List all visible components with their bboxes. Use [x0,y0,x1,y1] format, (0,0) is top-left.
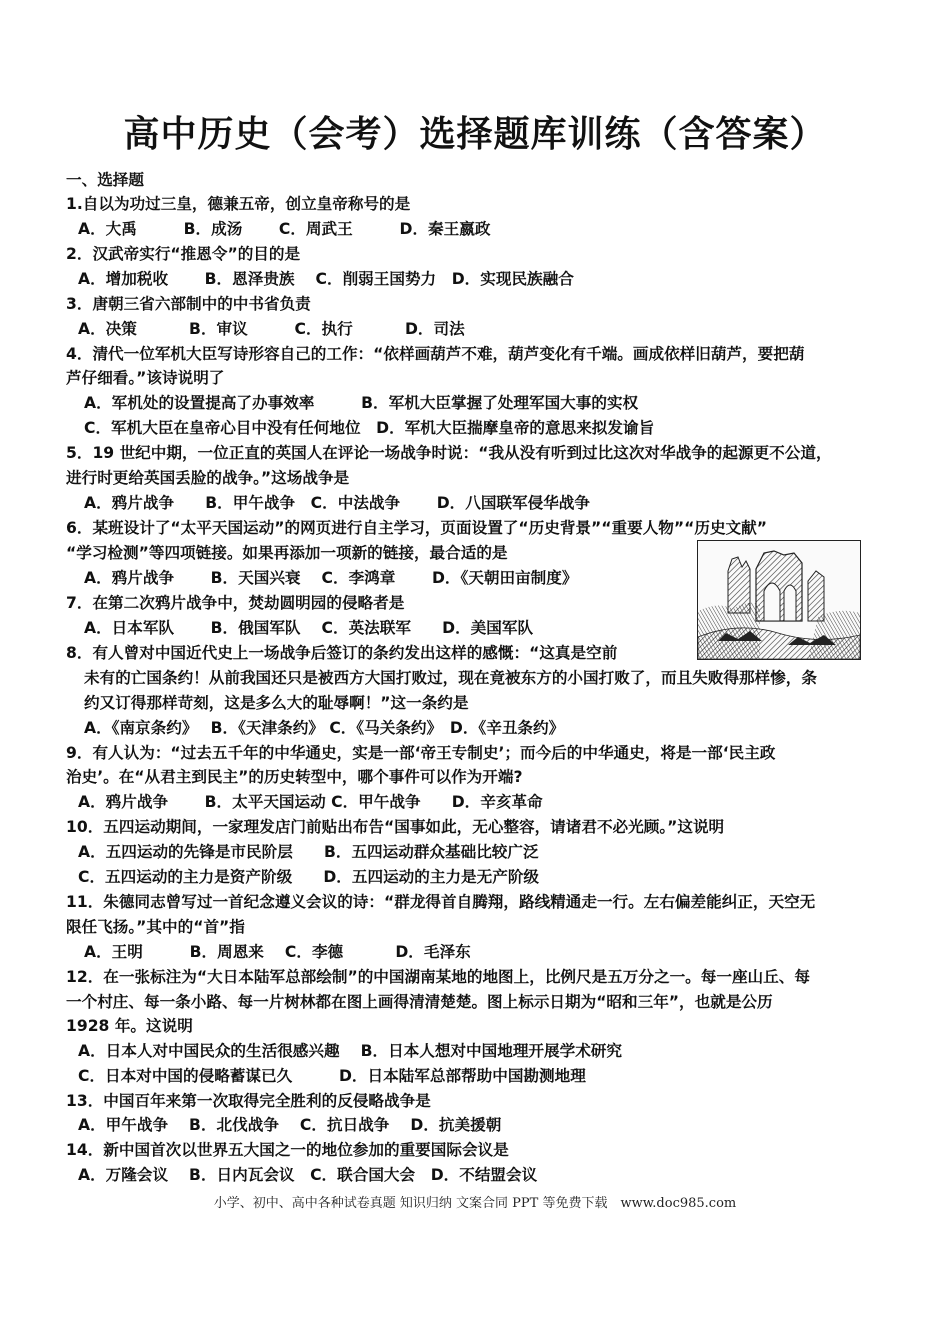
question-8-stem-line3: 约又订得那样苛刻，这是多么大的耻辱啊！”这一条约是 [84,694,469,712]
page-footer: 小学、初中、高中各种试卷真题 知识归纳 文案合同 PPT 等免费下载 www.doc985.com [213,1196,737,1211]
page-title: 高中历史（会考）选择题库训练（含答案） [123,114,827,155]
question-1-stem: 1.自以为功过三皇，德兼五帝，创立皇帝称号的是 [66,195,411,213]
question-3-options: A．决策 B．审议 C．执行 D．司法 [78,320,465,338]
question-9-stem-line2: 治史’。在“从君主到民主”的历史转型中，哪个事件可以作为开端? [66,768,523,786]
question-11-options: A．王明 B．周恩来 C．李德 D．毛泽东 [84,943,471,961]
question-10-stem: 10．五四运动期间，一家理发店门前贴出布告“国事如此，无心整容，请诸君不必光顾。”这说明 [66,818,725,836]
question-6-options: A．鸦片战争 B．天国兴衰 C．李鸿章 D．《天朝田亩制度》 [84,569,578,587]
question-2-stem: 2．汉武帝实行“推恩令”的目的是 [66,245,301,263]
question-9-options: A．鸦片战争 B．太平天国运动 C．甲午战争 D．辛亥革命 [78,793,543,811]
question-6-stem-line1: 6．某班设计了“太平天国运动”的网页进行自主学习，页面设置了“历史背景”“重要人物”“历史文献” [66,519,767,537]
question-12-stem-line1: 12．在一张标注为“大日本陆军总部绘制”的中国湖南某地的地图上，比例尺是五万分之一。每一座山丘、每 [66,968,810,986]
question-4-stem-line2: 芦仔细看。”该诗说明了 [66,369,225,387]
question-5-options: A．鸦片战争 B．甲午战争 C．中法战争 D．八国联军侵华战争 [84,494,590,512]
question-13-options: A．甲午战争 B．北伐战争 C．抗日战争 D．抗美援朝 [78,1116,502,1134]
question-4-stem-line1: 4．清代一位军机大臣写诗形容自己的工作：“依样画葫芦不难，葫芦变化有千端。画成依样旧葫芦，要把葫 [66,345,805,363]
question-14-options: A．万隆会议 B．日内瓦会议 C．联合国大会 D．不结盟会议 [78,1166,538,1184]
question-14-stem: 14．新中国首次以世界五大国之一的地位参加的重要国际会议是 [66,1141,509,1159]
question-12-options-cd: C．日本对中国的侵略蓄谋已久 D．日本陆军总部帮助中国勘测地理 [78,1067,586,1085]
question-8-options: A．《南京条约》 B．《天津条约》 C．《马关条约》 D．《辛丑条约》 [84,719,565,737]
question-2-options: A．增加税收 B．恩泽贵族 C．削弱王国势力 D．实现民族融合 [78,270,574,288]
question-7-stem: 7．在第二次鸦片战争中，焚劫圆明园的侵略者是 [66,594,405,612]
question-5-stem-line1: 5．19 世纪中期，一位正直的英国人在评论一场战争时说：“我从没有听到过比这次对华战争的起源更不公道， [66,444,832,462]
question-13-stem: 13．中国百年来第一次取得完全胜利的反侵略战争是 [66,1092,431,1110]
question-10-options-ab: A．五四运动的先锋是市民阶层 B．五四运动群众基础比较广泛 [78,843,539,861]
question-1-options: A．大禹 B．成汤 C．周武王 D．秦王嬴政 [78,220,491,238]
question-8-stem-line2: 未有的亡国条约！从前我国还只是被西方大国打败过，现在竟被东方的小国打败了，而且失败得那样惨，条 [84,669,817,687]
question-9-stem-line1: 9．有人认为：“过去五千年的中华通史，实是一部‘帝王专制史’；而今后的中华通史，将是一部‘民主政 [66,744,776,762]
question-4-options-ab: A．军机处的设置提高了办事效率 B．军机大臣掌握了处理军国大事的实权 [84,394,639,412]
question-12-stem-line2: 一个村庄、每一条小路、每一片树林都在图上画得清清楚楚。图上标示日期为“昭和三年”，也就是公历 [66,993,773,1011]
question-11-stem-line2: 限任飞扬。”其中的“首”指 [66,918,245,936]
question-12-stem-line3: 1928 年。这说明 [66,1017,193,1035]
ruins-illustration [697,540,861,660]
question-7-options: A．日本军队 B．俄国军队 C．英法联军 D．美国军队 [84,619,534,637]
question-5-stem-line2: 进行时更给英国丢脸的战争。”这场战争是 [66,469,350,487]
question-8-stem-line1: 8．有人曾对中国近代史上一场战争后签订的条约发出这样的感慨：“这真是空前 [66,644,618,662]
question-12-options-ab: A．日本人对中国民众的生活很感兴趣 B．日本人想对中国地理开展学术研究 [78,1042,622,1060]
question-3-stem: 3．唐朝三省六部制中的中书省负责 [66,295,311,313]
question-11-stem-line1: 11．朱德同志曾写过一首纪念遵义会议的诗：“群龙得首自腾翔，路线精通走一行。左右偏差能纠正，天空无 [66,893,816,911]
question-4-options-cd: C．军机大臣在皇帝心目中没有任何地位 D．军机大臣揣摩皇帝的意思来拟发谕旨 [84,419,655,437]
question-10-options-cd: C．五四运动的主力是资产阶级 D．五四运动的主力是无产阶级 [78,868,540,886]
section-heading: 一、选择题 [66,171,144,189]
question-6-stem-line2: “学习检测”等四项链接。如果再添加一项新的链接，最合适的是 [66,544,508,562]
